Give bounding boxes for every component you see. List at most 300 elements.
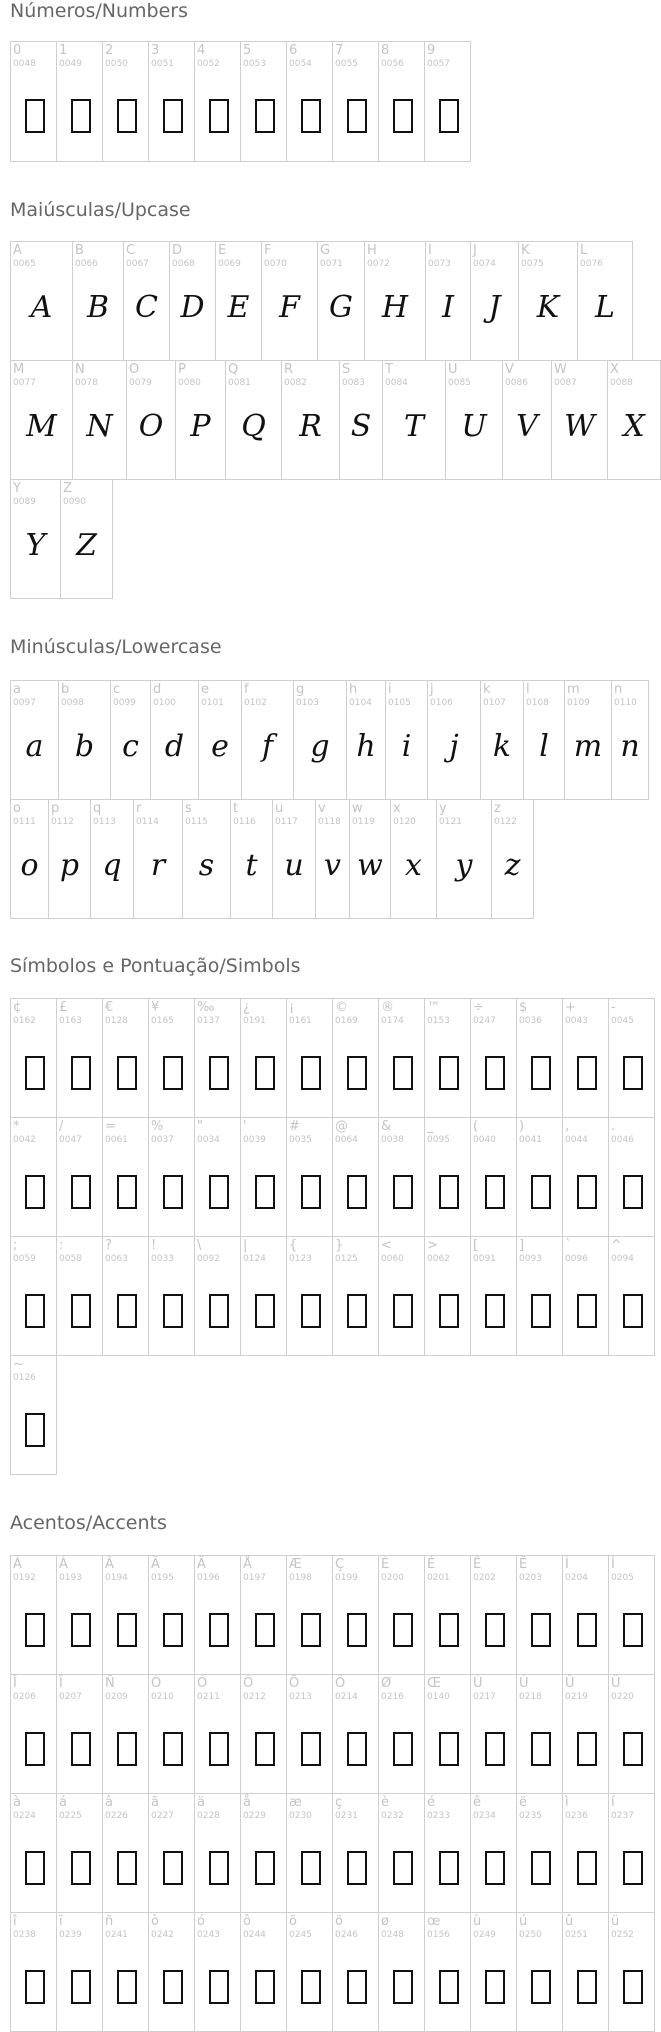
missing-glyph-box-icon: [301, 1294, 321, 1328]
char-label: {: [289, 1238, 298, 1253]
missing-glyph-box-icon: [163, 99, 183, 133]
char-label: k: [483, 682, 491, 697]
char-label: W: [554, 362, 567, 377]
glyph-cell: [562, 1555, 609, 1675]
char-code: 0041: [519, 1135, 542, 1145]
glyph-cell: [286, 1236, 333, 1356]
glyph-sample: C: [135, 290, 158, 325]
missing-glyph-box-icon: [531, 1732, 551, 1766]
missing-glyph-box-icon: [393, 1851, 413, 1885]
char-code: 0114: [136, 817, 159, 827]
char-code: 0051: [151, 59, 174, 69]
missing-glyph-box-icon: [209, 1175, 229, 1209]
char-label: %: [151, 1119, 164, 1134]
char-label: Ë: [519, 1557, 528, 1572]
glyph-sample: c: [122, 729, 139, 764]
glyph-cell: [182, 799, 231, 919]
glyph-sample: r: [150, 848, 166, 883]
char-code: 0238: [13, 1930, 36, 1940]
glyph-cell: [56, 1555, 103, 1675]
missing-glyph-box-icon: [163, 1970, 183, 2004]
char-label: 5: [243, 43, 252, 58]
char-label: i: [388, 682, 392, 697]
glyph-sample: a: [25, 729, 44, 764]
glyph-cell: [72, 360, 127, 480]
char-code: 0246: [335, 1930, 358, 1940]
char-code: 0085: [448, 378, 471, 388]
missing-glyph-box-icon: [209, 1294, 229, 1328]
char-label: Ø: [381, 1676, 392, 1691]
char-label: C: [126, 243, 136, 258]
char-code: 0236: [565, 1811, 588, 1821]
glyph-cell: [425, 241, 471, 361]
char-code: 0039: [243, 1135, 266, 1145]
section-title: Símbolos e Pontuação/Simbols: [10, 955, 301, 977]
missing-glyph-box-icon: [301, 1851, 321, 1885]
char-label: c: [113, 682, 121, 697]
glyph-cell: [198, 680, 242, 800]
glyph-sample: M: [26, 409, 57, 444]
glyph-sample: p: [59, 848, 80, 883]
glyph-cell: [470, 1674, 517, 1794]
glyph-cell: [608, 1793, 655, 1913]
char-code: 0192: [13, 1573, 36, 1583]
char-label: ë: [519, 1795, 527, 1810]
glyph-sample: I: [442, 290, 454, 325]
char-code: 0191: [243, 1016, 266, 1026]
char-code: 0042: [13, 1135, 36, 1145]
char-code: 0237: [611, 1811, 634, 1821]
char-label: ^: [611, 1238, 622, 1253]
char-label: 8: [381, 43, 390, 58]
char-code: 0214: [335, 1692, 358, 1702]
char-code: 0059: [13, 1254, 36, 1264]
glyph-cell: [385, 680, 428, 800]
char-code: 0165: [151, 1016, 174, 1026]
glyph-sample: g: [310, 729, 330, 764]
glyph-cell: [48, 799, 91, 919]
glyph-cell: [378, 1117, 425, 1237]
glyph-cell: [240, 1117, 287, 1237]
char-code: 0231: [335, 1811, 358, 1821]
glyph-sample: B: [86, 290, 110, 325]
glyph-sample: O: [138, 409, 164, 444]
glyph-cell: [364, 241, 426, 361]
glyph-sample: U: [461, 409, 487, 444]
glyph-cell: [317, 241, 365, 361]
glyph-sample: k: [492, 729, 512, 764]
missing-glyph-box-icon: [71, 1732, 91, 1766]
missing-glyph-box-icon: [209, 1732, 229, 1766]
char-label: Û: [565, 1676, 575, 1691]
section-title: Minúsculas/Lowercase: [10, 636, 222, 658]
glyph-sample: y: [455, 848, 473, 883]
char-label: Y: [13, 481, 21, 496]
glyph-cell: [10, 1236, 57, 1356]
glyph-cell: [346, 680, 386, 800]
char-label: t: [233, 801, 239, 816]
char-code: 0224: [13, 1811, 36, 1821]
char-code: 0209: [105, 1692, 128, 1702]
char-code: 0174: [381, 1016, 404, 1026]
char-label: î: [13, 1914, 17, 1929]
glyph-cell: [577, 241, 633, 361]
char-code: 0036: [519, 1016, 542, 1026]
char-code: 0123: [289, 1254, 312, 1264]
char-code: 0244: [243, 1930, 266, 1940]
glyph-sample: J: [488, 290, 501, 325]
glyph-cell: [240, 1912, 287, 2032]
char-label: 3: [151, 43, 160, 58]
glyph-sample: w: [357, 848, 383, 883]
missing-glyph-box-icon: [623, 1970, 643, 2004]
char-label: ): [519, 1119, 525, 1134]
glyph-sample: P: [190, 409, 211, 444]
char-code: 0213: [289, 1692, 312, 1702]
char-code: 0120: [393, 817, 416, 827]
glyph-cell: [516, 1674, 563, 1794]
char-label: ?: [105, 1238, 112, 1253]
glyph-cell: [148, 41, 195, 162]
missing-glyph-box-icon: [347, 1613, 367, 1647]
char-label: E: [218, 243, 227, 258]
glyph-cell: [194, 1555, 241, 1675]
char-code: 0062: [427, 1254, 450, 1264]
glyph-sample: W: [564, 409, 595, 444]
char-code: 0038: [381, 1135, 404, 1145]
char-code: 0200: [381, 1573, 404, 1583]
glyph-sample: b: [74, 729, 95, 764]
char-code: 0081: [228, 378, 251, 388]
char-code: 0194: [105, 1573, 128, 1583]
missing-glyph-box-icon: [163, 1056, 183, 1090]
char-label: y: [439, 801, 447, 816]
char-label: n: [614, 682, 623, 697]
glyph-cell: [424, 1555, 471, 1675]
glyph-sample: V: [516, 409, 538, 444]
char-label: ø: [381, 1914, 389, 1929]
char-label: 2: [105, 43, 114, 58]
glyph-sample: z: [504, 848, 521, 883]
glyph-cell: [110, 680, 151, 800]
glyph-cell: [194, 1793, 241, 1913]
char-label: ô: [243, 1914, 251, 1929]
glyph-cell: [194, 1674, 241, 1794]
missing-glyph-box-icon: [301, 1613, 321, 1647]
glyph-sample: f: [261, 729, 274, 764]
char-code: 0248: [381, 1930, 404, 1940]
char-code: 0234: [473, 1811, 496, 1821]
glyph-cell: [286, 998, 333, 1118]
char-code: 0232: [381, 1811, 404, 1821]
char-code: 0198: [289, 1573, 312, 1583]
missing-glyph-box-icon: [439, 1732, 459, 1766]
missing-glyph-box-icon: [117, 99, 137, 133]
missing-glyph-box-icon: [255, 1851, 275, 1885]
missing-glyph-box-icon: [117, 1851, 137, 1885]
char-label: Í: [611, 1557, 615, 1572]
missing-glyph-box-icon: [393, 1970, 413, 2004]
glyph-sample: E: [227, 290, 250, 325]
char-code: 0199: [335, 1573, 358, 1583]
char-label: g: [296, 682, 305, 697]
char-code: 0204: [565, 1573, 588, 1583]
char-label: +: [565, 1000, 576, 1015]
glyph-cell: [72, 241, 124, 361]
char-code: 0228: [197, 1811, 220, 1821]
glyph-cell: [10, 360, 73, 480]
char-label: û: [565, 1914, 574, 1929]
char-code: 0109: [567, 698, 590, 708]
char-code: 0106: [430, 698, 453, 708]
glyph-cell: [608, 998, 655, 1118]
char-label: ä: [197, 1795, 205, 1810]
missing-glyph-box-icon: [439, 1613, 459, 1647]
glyph-cell: [10, 1674, 57, 1794]
missing-glyph-box-icon: [577, 1294, 597, 1328]
char-label: 6: [289, 43, 298, 58]
glyph-cell: [470, 241, 519, 361]
char-label: 9: [427, 43, 436, 58]
glyph-cell: [169, 241, 216, 361]
char-code: 0121: [439, 817, 462, 827]
glyph-cell: [56, 41, 103, 162]
missing-glyph-box-icon: [347, 1970, 367, 2004]
glyph-cell: [332, 1793, 379, 1913]
glyph-cell: [470, 1236, 517, 1356]
missing-glyph-box-icon: [117, 1056, 137, 1090]
glyph-cell: [332, 1236, 379, 1356]
char-label: ñ: [105, 1914, 114, 1929]
glyph-cell: [424, 1912, 471, 2032]
char-code: 0079: [129, 378, 152, 388]
glyph-cell: [102, 41, 149, 162]
char-code: 0111: [13, 817, 36, 827]
glyph-cell: [102, 1793, 149, 1913]
char-code: 0122: [494, 817, 517, 827]
char-code: 0113: [93, 817, 116, 827]
char-label: å: [243, 1795, 251, 1810]
char-label: R: [284, 362, 294, 377]
char-label: ö: [335, 1914, 343, 1929]
missing-glyph-box-icon: [623, 1851, 643, 1885]
char-label: À: [13, 1557, 22, 1572]
char-code: 0206: [13, 1692, 36, 1702]
missing-glyph-box-icon: [577, 1851, 597, 1885]
glyph-cell: [56, 998, 103, 1118]
glyph-cell: [102, 1236, 149, 1356]
char-code: 0076: [580, 259, 603, 269]
missing-glyph-box-icon: [393, 1056, 413, 1090]
glyph-cell: [562, 1236, 609, 1356]
glyph-sample: N: [86, 409, 113, 444]
char-label: Ò: [151, 1676, 162, 1691]
char-code: 0115: [185, 817, 208, 827]
char-code: 0100: [153, 698, 176, 708]
char-code: 0107: [483, 698, 506, 708]
char-code: 0201: [427, 1573, 450, 1583]
char-code: 0220: [611, 1692, 634, 1702]
char-label: w: [352, 801, 363, 816]
char-label: Ê: [473, 1557, 482, 1572]
char-code: 0045: [611, 1016, 634, 1026]
glyph-cell: [126, 360, 176, 480]
glyph-cell: [562, 1793, 609, 1913]
char-label: Ç: [335, 1557, 345, 1572]
glyph-cell: [562, 1912, 609, 2032]
char-code: 0108: [526, 698, 549, 708]
missing-glyph-box-icon: [347, 1056, 367, 1090]
char-code: 0060: [381, 1254, 404, 1264]
char-label: #: [289, 1119, 300, 1134]
glyph-cell: [56, 1912, 103, 2032]
missing-glyph-box-icon: [25, 1970, 45, 2004]
glyph-cell: [102, 1674, 149, 1794]
glyph-cell: [240, 1236, 287, 1356]
char-code: 0124: [243, 1254, 266, 1264]
char-label: ‰: [197, 1000, 215, 1015]
glyph-sample: e: [211, 729, 229, 764]
glyph-cell: [10, 799, 49, 919]
glyph-sample: o: [20, 848, 39, 883]
glyph-cell: [480, 680, 524, 800]
char-code: 0044: [565, 1135, 588, 1145]
glyph-sample: H: [381, 290, 409, 325]
glyph-cell: [424, 1117, 471, 1237]
char-label: ]: [519, 1238, 525, 1253]
char-label: /: [59, 1119, 64, 1134]
glyph-cell: [564, 680, 612, 800]
char-code: 0249: [473, 1930, 496, 1940]
char-label: œ: [427, 1914, 441, 1929]
char-label: Ï: [59, 1676, 63, 1691]
glyph-sample: d: [164, 729, 185, 764]
glyph-cell: [10, 41, 57, 162]
missing-glyph-box-icon: [393, 1294, 413, 1328]
missing-glyph-box-icon: [71, 1970, 91, 2004]
char-code: 0219: [565, 1692, 588, 1702]
char-code: 0070: [264, 259, 287, 269]
char-code: 0089: [13, 497, 36, 507]
glyph-sample: D: [180, 290, 205, 325]
glyph-cell: [10, 998, 57, 1118]
missing-glyph-box-icon: [393, 1613, 413, 1647]
char-label: *: [13, 1119, 20, 1134]
char-label: á: [59, 1795, 67, 1810]
missing-glyph-box-icon: [531, 1294, 551, 1328]
glyph-cell: [470, 1555, 517, 1675]
char-label: j: [430, 682, 434, 697]
glyph-cell: [148, 1555, 195, 1675]
char-code: 0203: [519, 1573, 542, 1583]
glyph-cell: [286, 41, 333, 162]
glyph-sample: u: [284, 848, 304, 883]
glyph-cell: [424, 1236, 471, 1356]
glyph-cell: [56, 1117, 103, 1237]
char-code: 0078: [75, 378, 98, 388]
char-code: 0193: [59, 1573, 82, 1583]
glyph-sample: q: [102, 848, 122, 883]
missing-glyph-box-icon: [117, 1175, 137, 1209]
char-label: |: [243, 1238, 248, 1253]
char-label: 1: [59, 43, 68, 58]
glyph-cell: [378, 1793, 425, 1913]
glyph-cell: [516, 998, 563, 1118]
glyph-cell: [261, 241, 318, 361]
char-label: Q: [228, 362, 239, 377]
missing-glyph-box-icon: [209, 1851, 229, 1885]
char-label: d: [153, 682, 162, 697]
glyph-cell: [378, 1236, 425, 1356]
missing-glyph-box-icon: [117, 1294, 137, 1328]
char-code: 0239: [59, 1930, 82, 1940]
char-code: 0163: [59, 1016, 82, 1026]
glyph-cell: [427, 680, 481, 800]
missing-glyph-box-icon: [439, 1175, 459, 1209]
glyph-cell: [516, 1236, 563, 1356]
glyph-cell: [562, 998, 609, 1118]
char-label: æ: [289, 1795, 302, 1810]
glyph-cell: [332, 1674, 379, 1794]
char-code: 0195: [151, 1573, 174, 1583]
char-label: È: [381, 1557, 390, 1572]
missing-glyph-box-icon: [531, 1056, 551, 1090]
glyph-cell: [240, 41, 287, 162]
glyph-cell: [56, 1674, 103, 1794]
char-label: H: [367, 243, 377, 258]
glyph-sample: G: [329, 290, 353, 325]
missing-glyph-box-icon: [439, 99, 459, 133]
missing-glyph-box-icon: [485, 1056, 505, 1090]
char-code: 0119: [352, 817, 375, 827]
missing-glyph-box-icon: [255, 1613, 275, 1647]
char-code: 0117: [275, 817, 298, 827]
glyph-cell: [608, 1912, 655, 2032]
glyph-cell: [272, 799, 316, 919]
missing-glyph-box-icon: [623, 1175, 643, 1209]
glyph-cell: [10, 1555, 57, 1675]
glyph-cell: [332, 1117, 379, 1237]
missing-glyph-box-icon: [163, 1175, 183, 1209]
char-code: 0066: [75, 259, 98, 269]
glyph-cell: [102, 1912, 149, 2032]
char-code: 0048: [13, 59, 36, 69]
missing-glyph-box-icon: [531, 1851, 551, 1885]
glyph-cell: [332, 1555, 379, 1675]
glyph-cell: [424, 41, 471, 162]
char-code: 0053: [243, 59, 266, 69]
glyph-cell: [390, 799, 437, 919]
missing-glyph-box-icon: [531, 1175, 551, 1209]
char-code: 0126: [13, 1373, 36, 1383]
missing-glyph-box-icon: [25, 1413, 45, 1447]
char-label: ¿: [243, 1000, 250, 1015]
char-code: 0243: [197, 1930, 220, 1940]
char-code: 0097: [13, 698, 36, 708]
char-code: 0058: [59, 1254, 82, 1264]
glyph-cell: [10, 1117, 57, 1237]
missing-glyph-box-icon: [623, 1294, 643, 1328]
glyph-cell: [10, 1355, 57, 1475]
missing-glyph-box-icon: [623, 1732, 643, 1766]
missing-glyph-box-icon: [485, 1970, 505, 2004]
char-code: 0093: [519, 1254, 542, 1264]
char-label: Å: [243, 1557, 252, 1572]
glyph-cell: [424, 998, 471, 1118]
missing-glyph-box-icon: [255, 1732, 275, 1766]
glyph-sample: T: [403, 409, 424, 444]
glyph-cell: [148, 1912, 195, 2032]
